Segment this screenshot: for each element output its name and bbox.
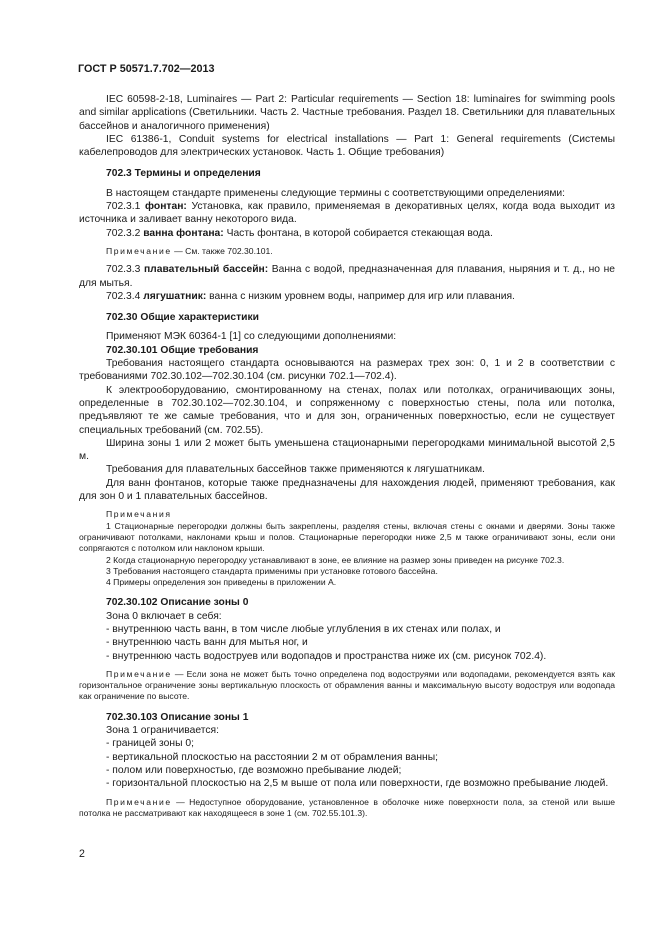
- section-title-zone-1: 702.30.103 Описание зоны 1: [106, 711, 249, 723]
- terms-note: [79, 246, 615, 257]
- document-header: ГОСТ Р 50571.7.702—2013: [78, 63, 215, 75]
- term-name: ванна фонтана:: [143, 227, 224, 239]
- term-name: фонтан:: [145, 201, 187, 213]
- term-definition: Часть фонтана, в которой собирается стекающая вода.: [223, 227, 493, 239]
- page-number: 2: [79, 848, 85, 860]
- zone0-note: [79, 669, 615, 703]
- general-paragraph: Требования настоящего стандарта основываются на размерах трех зон: 0, 1 и 2 в соответствии с требованиями 702.30.102—702.30.104 (см. рисунки 702.1—702.4).: [79, 358, 615, 383]
- zone0-list-item: - внутреннюю часть водоструев или водопадов и пространства ниже их (см. рисунок 702.4).: [106, 650, 547, 662]
- zone1-list-item: - границей зоны 0;: [106, 738, 194, 750]
- term-fountain: [79, 200, 615, 227]
- term-fountain-basin: [79, 227, 615, 240]
- subsection-title-702-30-101: 702.30.101 Общие требования: [106, 344, 259, 356]
- reference-iec-60598: IEC 60598-2-18, Luminaires — Part 2: Particular requirements — Section 18: luminaires for swimming pools and similar applications (Светильники. Часть 2. Частные требования. Раздел 18. Светильники для плавательных бассейнов и аналогичного применения): [79, 94, 615, 132]
- zone0-list-item: - внутреннюю часть ванн для мытья ног, и: [106, 637, 308, 649]
- note-label: Примечание: [106, 245, 172, 256]
- term-swimming-pool: [79, 263, 615, 290]
- zone0-intro: Зона 0 включает в себя:: [106, 610, 222, 622]
- term-name: плавательный бассейн:: [143, 264, 269, 276]
- zone0-list-item: - внутреннюю часть ванн, в том числе любые углубления в их стенах или полах, и: [106, 623, 501, 635]
- note-item: 1 Стационарные перегородки должны быть закреплены, разделяя стены, включая стены с окнами и дверями. Зоны также ограничивают потолками, наклонами крыш и полов. Стационарные перегородки ниже 2,5 м также ограничивают зоны, если они сопрягаются с потолком или наклоном крыши.: [79, 520, 615, 554]
- zone1-list-item: - горизонтальной плоскостью на 2,5 м выше от пола или поверхности, где возможно пребывание людей.: [106, 778, 609, 790]
- zone1-list-item: - полом или поверхностью, где возможно пребывание людей;: [106, 764, 402, 776]
- general-intro: Применяют МЭК 60364-1 [1] со следующими дополнениями:: [106, 331, 397, 343]
- note-item: 2 Когда стационарную перегородку устанавливают в зоне, ее влияние на размер зоны приведен на рисунке 702.3.: [106, 554, 565, 565]
- note-text: — См. также 702.30.101.: [171, 245, 273, 256]
- general-paragraph: Требования для плавательных бассейнов также применяются к лягушатникам.: [106, 464, 485, 476]
- term-paddling-pool: [79, 290, 615, 303]
- terms-intro: В настоящем стандарте применены следующие термины с соответствующими определениями:: [106, 187, 566, 199]
- note-text: — Недоступное оборудование, установленное в оболочке ниже поверхности пола, за стеной или выше потолка не рассматривают как находящееся в зоне 1 (см. 702.55.101.3).: [79, 796, 615, 818]
- note-label: Примечание: [106, 668, 172, 679]
- note-text: — Если зона не может быть точно определена под водоструями или водопадами, рекомендуется взять как горизонтальное ограничение зоны вертикальную плоскость от обрамления ванны и максимальную высоту водоструя или водопада как ограничение по высоте.: [79, 668, 615, 702]
- term-name: лягушатник:: [143, 290, 207, 302]
- term-definition: Установка, как правило, применяемая в декоративных целях, когда вода выходит из источника и заливает ванну некоторого вида.: [79, 201, 615, 226]
- general-paragraph: К электрооборудованию, смонтированному на стенах, полах или потолках, ограничивающих зоны, определенные в 702.30.102—702.30.104, и сопряженному с поверхностью стены, пола или потолка, предъявляют те же самые требования, что и для зон, ограниченных поверхностью, если не существует специальных требований (см. 702.55).: [79, 384, 615, 436]
- note-item: 4 Примеры определения зон приведены в приложении А.: [106, 577, 337, 588]
- term-number: 702.3.1: [106, 201, 141, 213]
- term-number: 702.3.2: [106, 227, 141, 239]
- note-item: 3 Требования настоящего стандарта применимы при установке готового бассейна.: [106, 565, 438, 576]
- reference-iec-61386: IEC 61386-1, Conduit systems for electrical installations — Part 1: General requirements (Системы кабелепроводов для электрических установок. Часть 1. Общие требования): [79, 133, 615, 159]
- zone1-note: [79, 797, 615, 820]
- zone1-intro: Зона 1 ограничивается:: [106, 725, 219, 737]
- zone1-list-item: - вертикальной плоскостью на расстоянии 2 м от обрамления ванны;: [106, 751, 438, 763]
- section-title-702-30: 702.30 Общие характеристики: [106, 312, 259, 324]
- term-definition: ванна с низким уровнем воды, например для игр или плавания.: [206, 290, 515, 302]
- note-label: Примечание: [106, 796, 172, 807]
- section-title-702-3: 702.3 Термины и определения: [106, 168, 261, 180]
- term-number: 702.3.3: [106, 264, 141, 276]
- general-paragraph: Для ванн фонтанов, которые также предназначены для нахождения людей, применяют требования, как для зон 0 и 1 плавательных бассейнов.: [79, 477, 615, 503]
- general-paragraph: Ширина зоны 1 или 2 может быть уменьшена стационарными перегородками минимальной высотой 2,5 м.: [79, 437, 615, 463]
- term-number: 702.3.4: [106, 290, 141, 302]
- term-definition: Ванна с водой, предназначенная для плавания, ныряния и т. д., но не для мытья.: [79, 264, 615, 289]
- notes-label: Примечания: [106, 509, 172, 520]
- document-body: [79, 93, 615, 819]
- section-title-zone-0: 702.30.102 Описание зоны 0: [106, 597, 249, 609]
